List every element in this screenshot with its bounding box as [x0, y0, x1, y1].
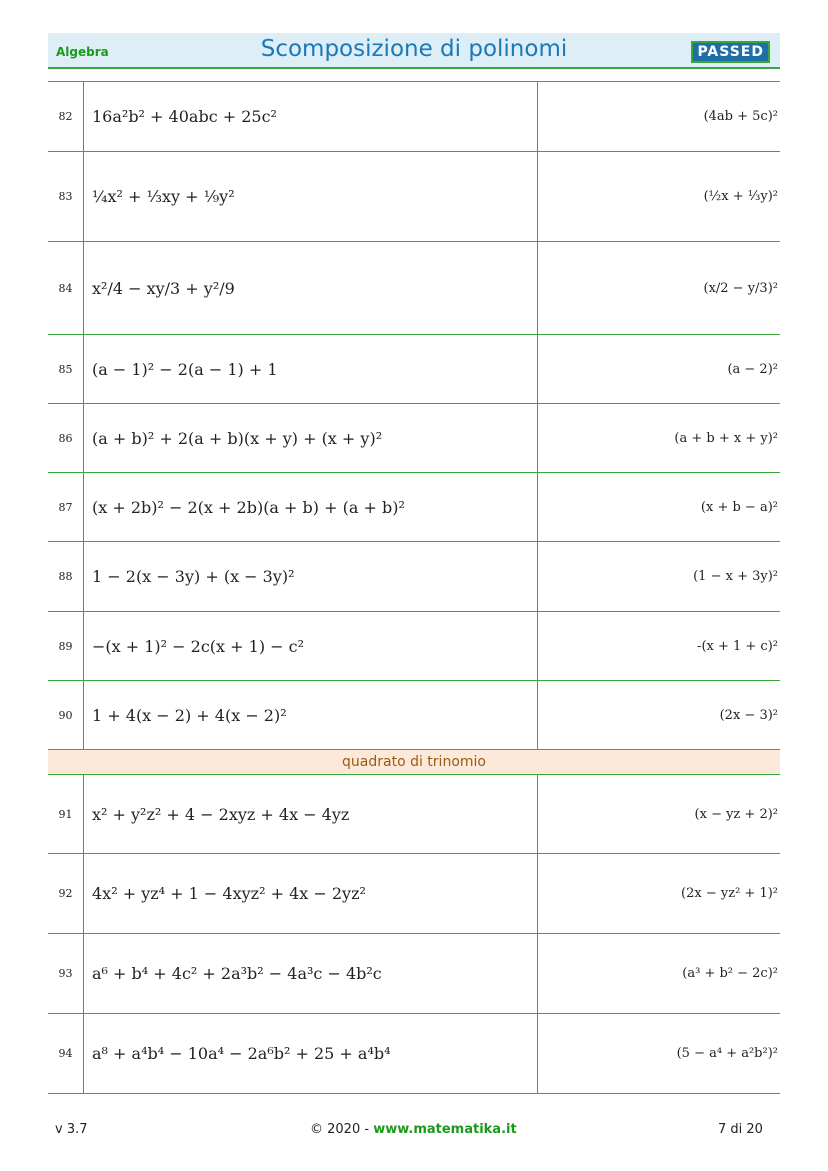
- exercise-number: 84: [48, 242, 84, 335]
- exercise-row: [48, 681, 780, 750]
- exercise-number: 94: [48, 1014, 84, 1094]
- exercise-solution: (½x + ⅓y)²: [538, 152, 781, 242]
- exercise-expression: x²/4 − xy/3 + y²/9: [84, 242, 538, 335]
- exercise-expression: a⁸ + a⁴b⁴ − 10a⁴ − 2a⁶b² + 25 + a⁴b⁴: [84, 1014, 538, 1094]
- exercise-row: [48, 473, 780, 542]
- exercise-solution: (x + b − a)²: [538, 473, 781, 542]
- exercise-expression: 1 − 2(x − 3y) + (x − 3y)²: [84, 542, 538, 612]
- footer-credit: [310, 1122, 517, 1137]
- subject-label: Algebra: [56, 45, 109, 59]
- exercise-expression: (a − 1)² − 2(a − 1) + 1: [84, 335, 538, 404]
- exercise-expression: a⁶ + b⁴ + 4c² + 2a³b² − 4a³c − 4b²c: [84, 934, 538, 1014]
- exercise-row: [48, 934, 780, 1014]
- site-link[interactable]: www.matematika.it: [373, 1122, 517, 1137]
- exercise-row: [48, 152, 780, 242]
- exercise-expression: (a + b)² + 2(a + b)(x + y) + (x + y)²: [84, 404, 538, 473]
- exercise-number: 90: [48, 681, 84, 750]
- exercise-solution: (2x − yz² + 1)²: [538, 854, 781, 934]
- copyright-text: © 2020 -: [310, 1122, 370, 1137]
- exercise-expression: −(x + 1)² − 2c(x + 1) − c²: [84, 612, 538, 681]
- exercise-solution: (x − yz + 2)²: [538, 775, 781, 854]
- exercise-solution: (1 − x + 3y)²: [538, 542, 781, 612]
- section-header-row: [48, 750, 780, 775]
- exercise-row: [48, 775, 780, 854]
- exercise-number: 87: [48, 473, 84, 542]
- exercise-row: [48, 854, 780, 934]
- exercise-row: [48, 335, 780, 404]
- exercise-expression: 4x² + yz⁴ + 1 − 4xyz² + 4x − 2yz²: [84, 854, 538, 934]
- exercise-row: [48, 404, 780, 473]
- exercise-solution: -(x + 1 + c)²: [538, 612, 781, 681]
- page-number: 7 di 20: [718, 1122, 763, 1137]
- exercise-number: 85: [48, 335, 84, 404]
- exercise-row: [48, 242, 780, 335]
- exercise-number: 86: [48, 404, 84, 473]
- exercise-number: 91: [48, 775, 84, 854]
- exercise-number: 93: [48, 934, 84, 1014]
- exercise-row: [48, 612, 780, 681]
- exercise-expression: 1 + 4(x − 2) + 4(x − 2)²: [84, 681, 538, 750]
- exercise-solution: (2x − 3)²: [538, 681, 781, 750]
- exercise-solution: (a³ + b² − 2c)²: [538, 934, 781, 1014]
- exercise-number: 89: [48, 612, 84, 681]
- exercise-table: [48, 81, 780, 1094]
- exercise-expression: x² + y²z² + 4 − 2xyz + 4x − 4yz: [84, 775, 538, 854]
- exercise-number: 83: [48, 152, 84, 242]
- exercise-number: 88: [48, 542, 84, 612]
- exercise-expression: ¼x² + ⅓xy + ⅑y²: [84, 152, 538, 242]
- exercise-expression: 16a²b² + 40abc + 25c²: [84, 82, 538, 152]
- exercise-number: 82: [48, 82, 84, 152]
- passed-badge: PASSED: [691, 41, 770, 63]
- exercise-solution: (x/2 − y/3)²: [538, 242, 781, 335]
- exercise-solution: (a + b + x + y)²: [538, 404, 781, 473]
- page-header: [48, 33, 780, 69]
- exercise-number: 92: [48, 854, 84, 934]
- version-label: v 3.7: [55, 1122, 88, 1137]
- exercise-solution: (a − 2)²: [538, 335, 781, 404]
- exercise-row: [48, 1014, 780, 1094]
- exercise-row: [48, 82, 780, 152]
- exercise-row: [48, 542, 780, 612]
- page-title: Scomposizione di polinomi: [260, 36, 568, 62]
- section-title: quadrato di trinomio: [48, 750, 780, 775]
- exercise-solution: (4ab + 5c)²: [538, 82, 781, 152]
- exercise-solution: (5 − a⁴ + a²b²)²: [538, 1014, 781, 1094]
- exercise-expression: (x + 2b)² − 2(x + 2b)(a + b) + (a + b)²: [84, 473, 538, 542]
